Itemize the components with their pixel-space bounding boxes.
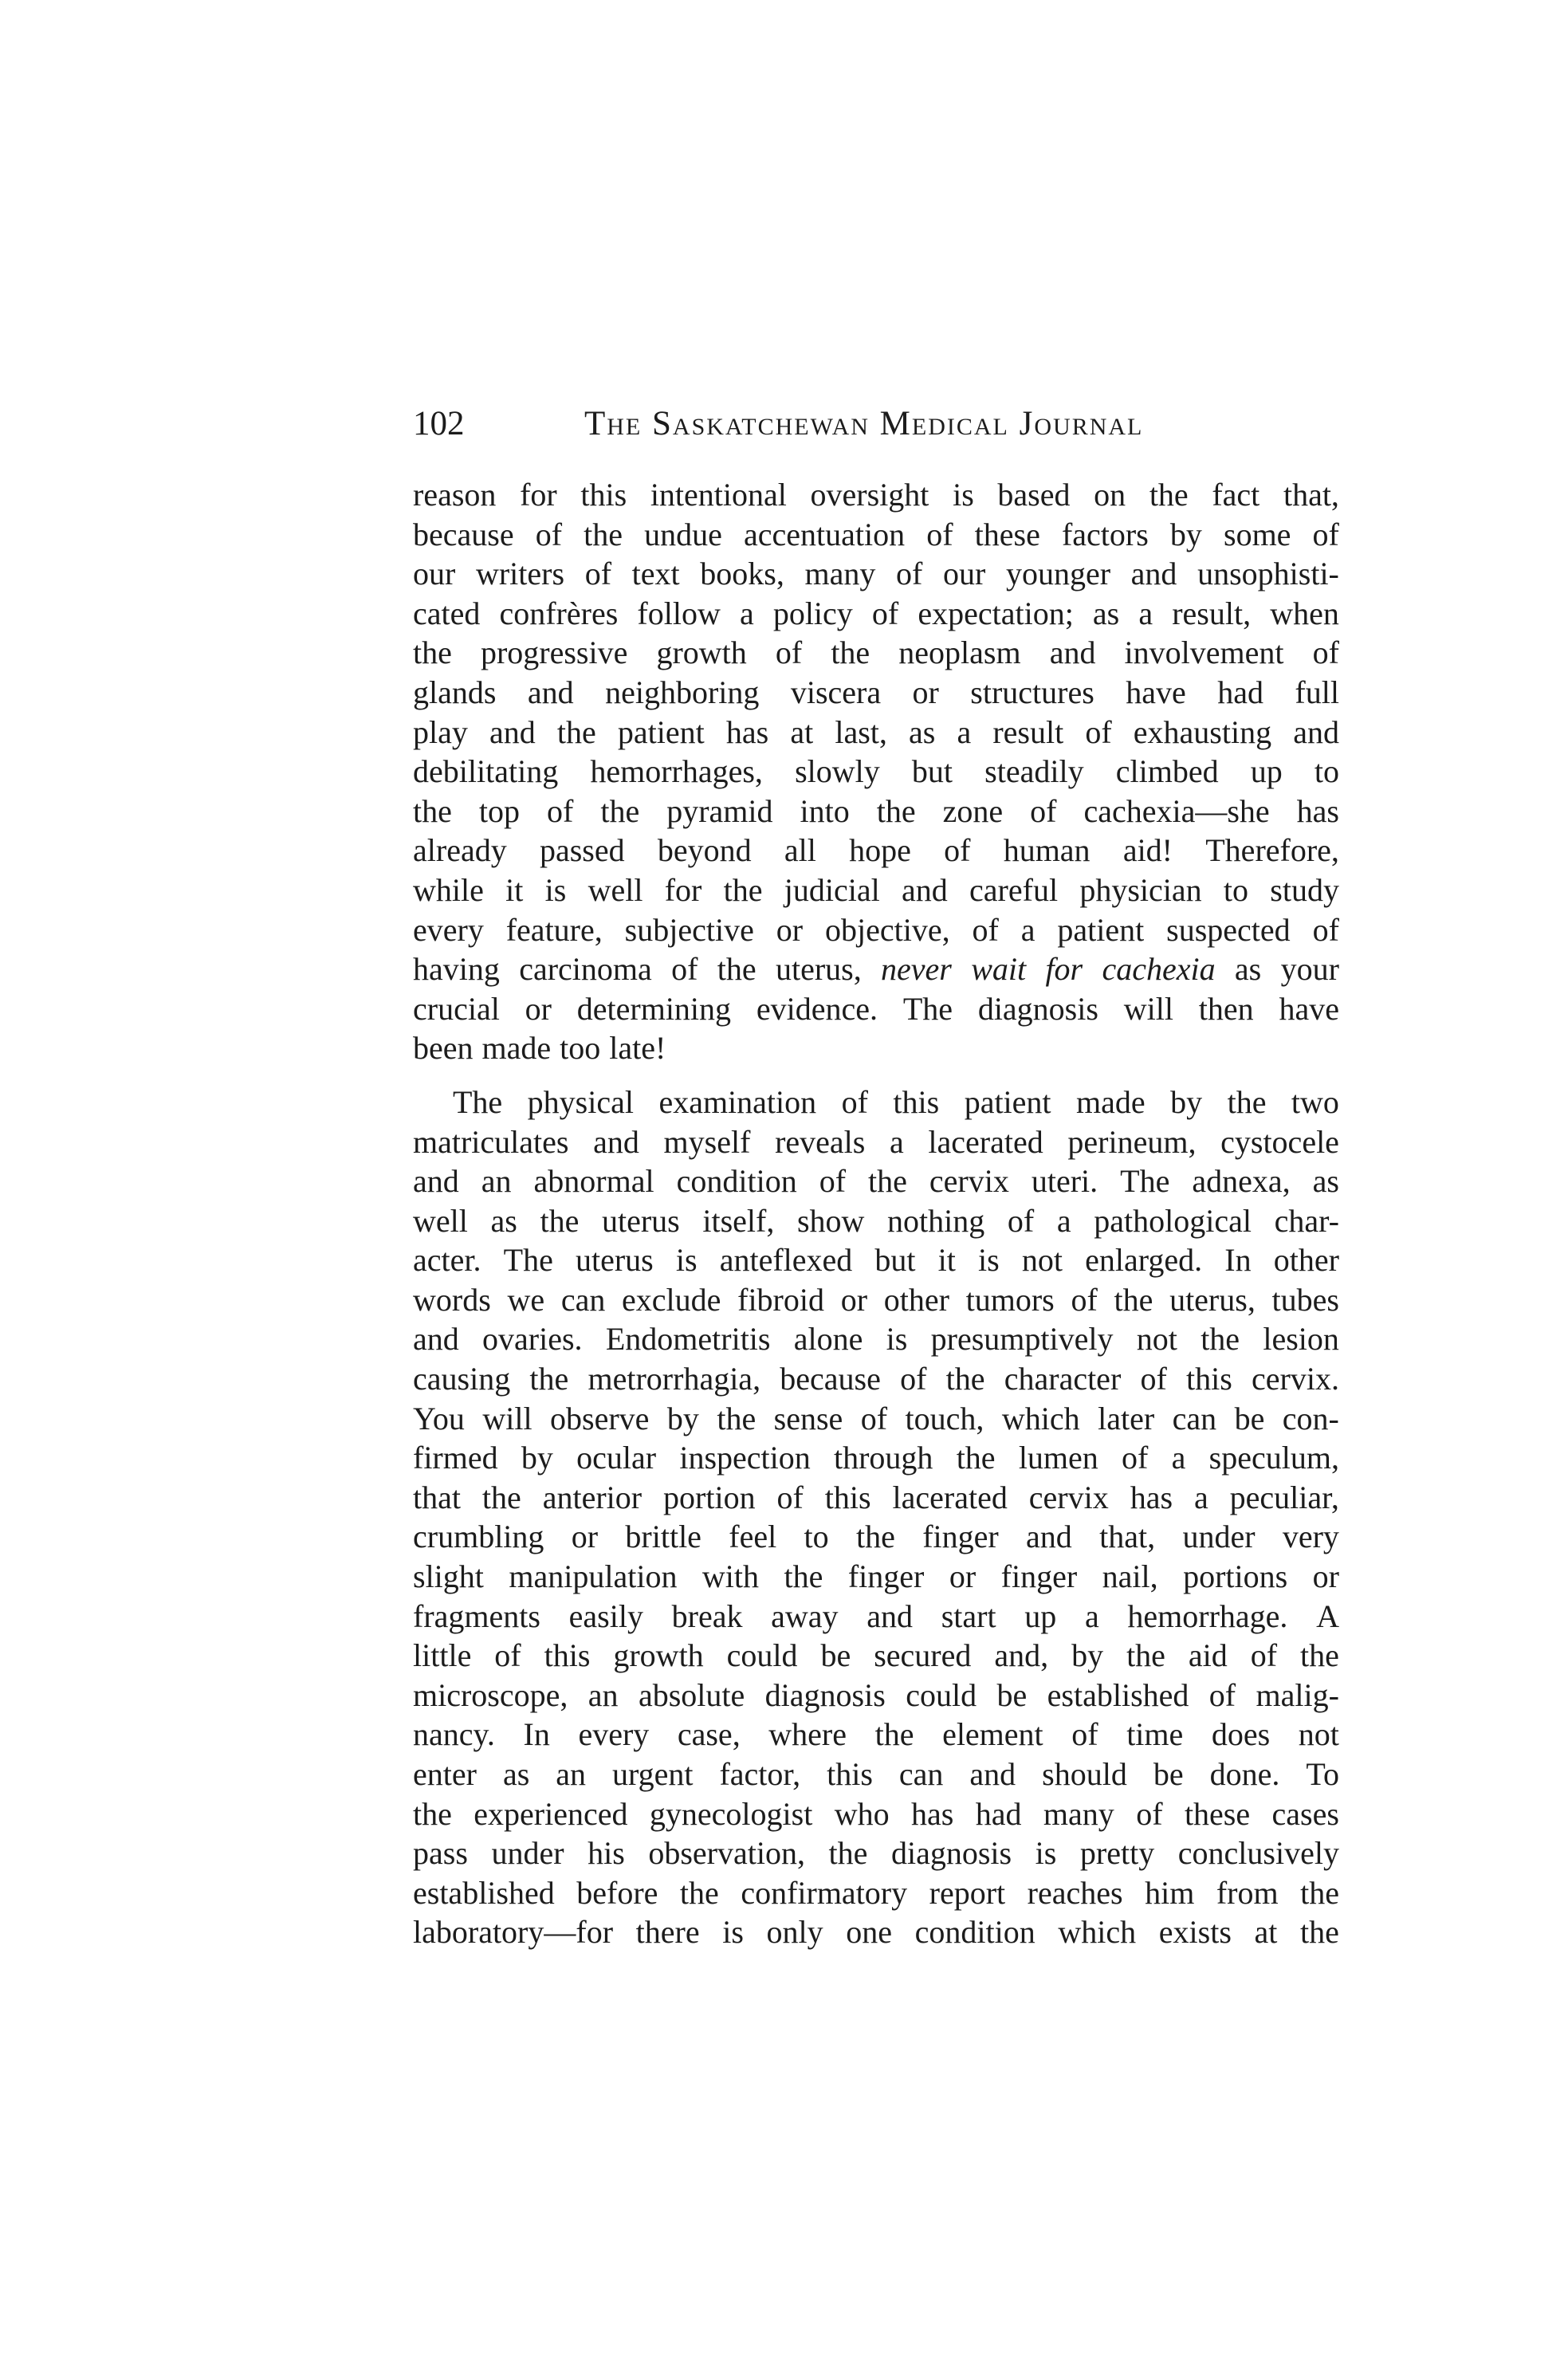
- text-line: well as the uterus itself, show nothing of a pathological char-: [413, 1202, 1339, 1239]
- text-line: nancy. In every case, where the element of time does not: [413, 1716, 1339, 1753]
- text-line: while it is well for the judicial and careful physician to study: [413, 871, 1339, 908]
- text-line: having carcinoma of the uterus, never wait for cachexia as your: [413, 951, 1339, 988]
- paragraph: [413, 475, 1339, 1068]
- text-line: every feature, subjective or objective, of a patient suspected of: [413, 911, 1339, 948]
- text-line: slight manipulation with the finger or finger nail, portions or: [413, 1558, 1339, 1595]
- body-text: [413, 475, 1339, 1952]
- text-line: the experienced gynecologist who has had many of these cases: [413, 1795, 1339, 1832]
- text-line: and an abnormal condition of the cervix uteri. The adnexa, as: [413, 1163, 1339, 1200]
- text-line: The physical examination of this patient made by the two: [453, 1083, 1339, 1120]
- running-head: [413, 400, 1339, 448]
- text-line: matriculates and myself reveals a lacerated perineum, cystocele: [413, 1123, 1339, 1160]
- text-line: the progressive growth of the neoplasm and involvement of: [413, 635, 1339, 671]
- text-line: crucial or determining evidence. The diagnosis will then have: [413, 990, 1339, 1027]
- text-line: acter. The uterus is anteflexed but it is not enlarged. In other: [413, 1242, 1339, 1279]
- text-line: and ovaries. Endometritis alone is presumptively not the lesion: [413, 1321, 1339, 1358]
- text-line: reason for this intentional oversight is based on the fact that,: [413, 477, 1339, 513]
- text-line: play and the patient has at last, as a result of exhausting and: [413, 713, 1339, 750]
- text-line: cated confrères follow a policy of expectation; as a result, when: [413, 595, 1339, 631]
- text-line: laboratory—for there is only one condition which exists at the: [413, 1914, 1339, 1951]
- text-line: little of this growth could be secured and, by the aid of the: [413, 1637, 1339, 1674]
- text-line: our writers of text books, many of our younger and unsophisti-: [413, 556, 1339, 592]
- text-line: because of the undue accentuation of these factors by some of: [413, 516, 1339, 552]
- text-line: glands and neighboring viscera or structures have had full: [413, 674, 1339, 710]
- text-line: established before the confirmatory report reaches him from the: [413, 1874, 1339, 1911]
- text-line: that the anterior portion of this lacerated cervix has a peculiar,: [413, 1479, 1339, 1515]
- text-line: the top of the pyramid into the zone of cachexia—she has: [413, 792, 1339, 829]
- text-line: You will observe by the sense of touch, which later can be con-: [413, 1400, 1339, 1436]
- text-line: pass under his observation, the diagnosis is pretty conclusively: [413, 1835, 1339, 1872]
- text-line: already passed beyond all hope of human aid! Therefore,: [413, 832, 1339, 869]
- journal-title: The Saskatchewan Medical Journal: [584, 405, 1144, 442]
- text-line: debilitating hemorrhages, slowly but steadily climbed up to: [413, 753, 1339, 790]
- text-line: words we can exclude fibroid or other tumors of the uterus, tubes: [413, 1281, 1339, 1318]
- text-line: microscope, an absolute diagnosis could be established of malig-: [413, 1676, 1339, 1713]
- paragraph: [413, 1083, 1339, 1952]
- text-line: enter as an urgent factor, this can and should be done. To: [413, 1756, 1339, 1792]
- text-line: been made too late!: [413, 1030, 666, 1067]
- page-number: 102: [413, 405, 465, 442]
- text-line: crumbling or brittle feel to the finger and that, under very: [413, 1519, 1339, 1555]
- text-line: causing the metrorrhagia, because of the character of this cervix.: [413, 1361, 1339, 1397]
- text-line: fragments easily break away and start up a hemorrhage. A: [413, 1597, 1339, 1634]
- text-line: firmed by ocular inspection through the lumen of a speculum,: [413, 1440, 1339, 1476]
